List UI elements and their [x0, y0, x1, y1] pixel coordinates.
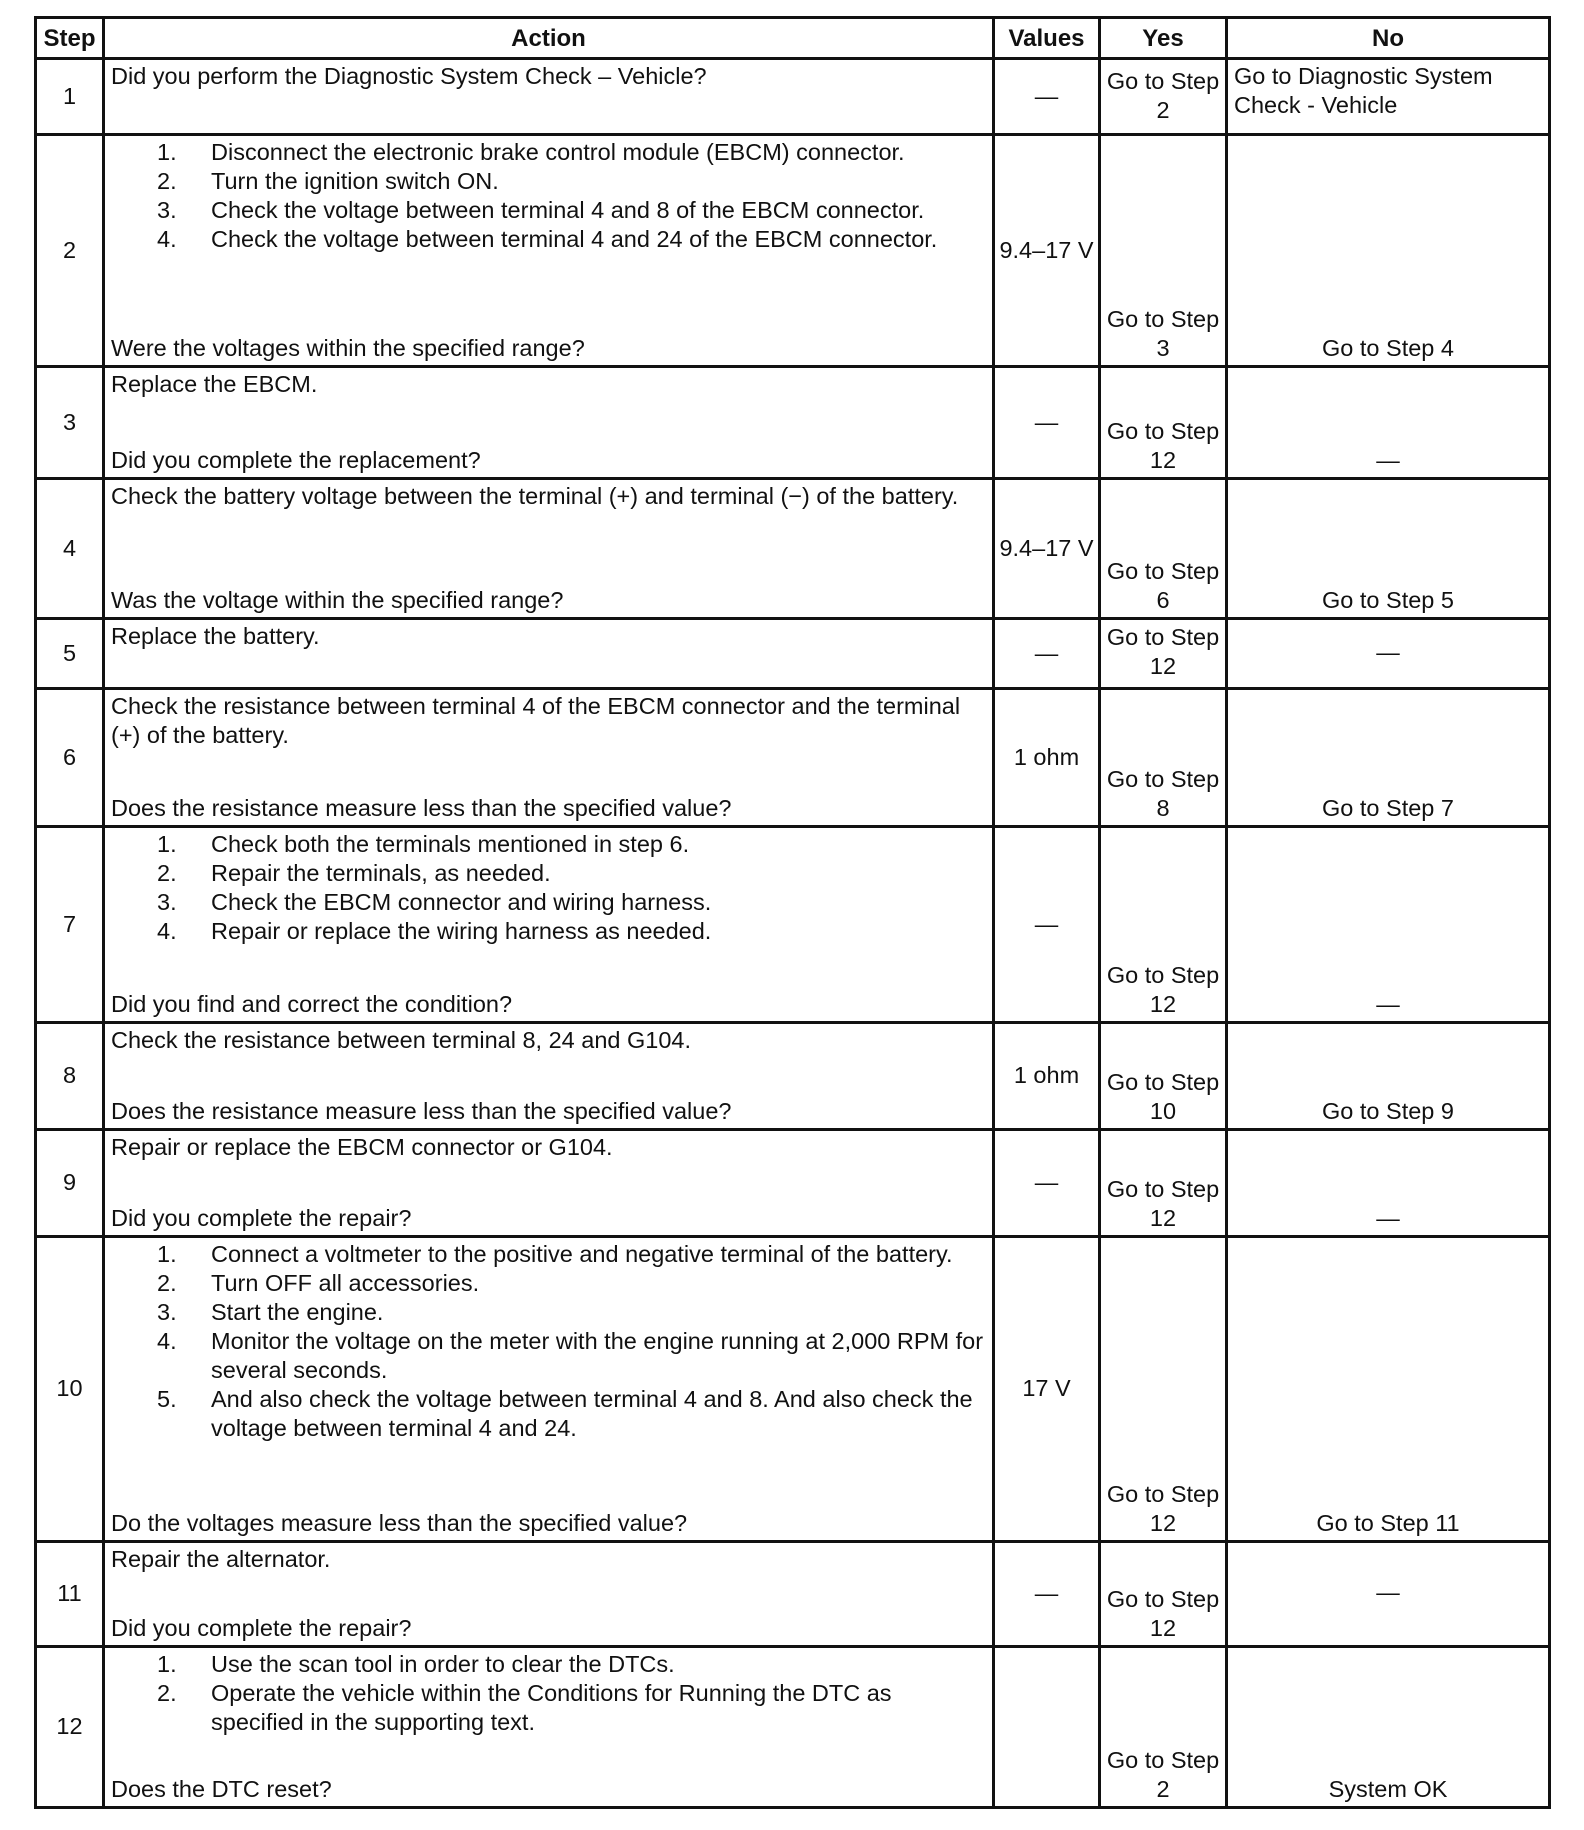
step-number: 10 — [36, 1236, 104, 1541]
action-step: Turn the ignition switch ON. — [211, 168, 499, 195]
action-cell — [104, 827, 994, 1023]
action-text: Check the battery voltage between the terminal (+) and terminal (−) of the battery. — [111, 482, 959, 509]
header-yes: Yes — [1100, 18, 1227, 59]
spec-value: 1 ohm — [994, 1022, 1100, 1129]
action-step: Repair or replace the wiring harness as needed. — [211, 918, 712, 944]
yes-action: Go to Step 2 — [1100, 1646, 1227, 1807]
no-action: — — [1227, 1130, 1550, 1237]
action-step: Repair the terminals, as needed. — [211, 860, 551, 886]
spec-value: 17 V — [994, 1236, 1100, 1541]
action-question: Did you complete the replacement? — [111, 446, 481, 473]
yes-action: Go to Step 12 — [1100, 618, 1227, 689]
step-number: 3 — [36, 366, 104, 478]
step-number: 1 — [36, 59, 104, 135]
action-step: Start the engine. — [211, 1298, 384, 1325]
action-question: Does the DTC reset? — [111, 1776, 332, 1802]
no-action: — — [1227, 618, 1550, 689]
action-cell — [104, 478, 994, 618]
table-row — [36, 689, 1550, 827]
action-cell — [104, 366, 994, 478]
spec-value: — — [994, 1541, 1100, 1646]
action-step: Check both the terminals mentioned in step 6. — [211, 831, 690, 857]
action-question: Does the resistance measure less than the specified value? — [111, 795, 732, 821]
action-cell — [104, 1646, 994, 1807]
table-row — [36, 618, 1550, 689]
table-row — [36, 478, 1550, 618]
action-question: Did you complete the repair? — [111, 1614, 412, 1641]
step-number: 4 — [36, 478, 104, 618]
diagnostic-table — [34, 16, 1551, 1809]
table-row — [36, 59, 1550, 135]
table-row — [36, 1646, 1550, 1807]
action-step: Turn OFF all accessories. — [211, 1269, 480, 1296]
no-action: — — [1227, 366, 1550, 478]
action-cell — [104, 59, 994, 135]
action-step: Connect a voltmeter to the positive and negative terminal of the battery. — [211, 1240, 953, 1267]
step-number: 6 — [36, 689, 104, 827]
action-text: Repair or replace the EBCM connector or G104. — [111, 1134, 613, 1161]
no-action: — — [1227, 1541, 1550, 1646]
no-action: Go to Step 5 — [1227, 478, 1550, 618]
step-number: 2 — [36, 135, 104, 367]
action-question: Did you find and correct the condition? — [111, 990, 513, 1017]
no-action: Go to Step 11 — [1227, 1236, 1550, 1541]
step-number: 8 — [36, 1022, 104, 1129]
action-cell — [104, 618, 994, 689]
action-text: Check the resistance between terminal 4 of the EBCM connector and the terminal (+) of the battery. — [111, 693, 961, 749]
table-row — [36, 1236, 1550, 1541]
step-number: 12 — [36, 1646, 104, 1807]
step-number: 7 — [36, 827, 104, 1023]
action-step: Use the scan tool in order to clear the DTCs. — [211, 1650, 675, 1677]
action-step: Operate the vehicle within the Conditions for Running the DTC as specified in the supporting text. — [211, 1679, 892, 1735]
action-text: Replace the battery. — [111, 622, 320, 649]
action-steps-list — [111, 1650, 988, 1737]
action-steps-list — [111, 1240, 988, 1443]
action-question: Does the resistance measure less than the specified value? — [111, 1098, 732, 1125]
action-step: And also check the voltage between terminal 4 and 8. And also check the voltage between terminal 4 and 24. — [211, 1385, 973, 1441]
action-cell — [104, 1130, 994, 1237]
yes-action: Go to Step 12 — [1100, 1541, 1227, 1646]
action-step: Disconnect the electronic brake control module (EBCM) connector. — [211, 139, 905, 166]
table-row — [36, 1130, 1550, 1237]
spec-value: 9.4–17 V — [994, 135, 1100, 367]
action-text: Check the resistance between terminal 8, 24 and G104. — [111, 1026, 692, 1053]
action-step: Monitor the voltage on the meter with the engine running at 2,000 RPM for several seconds. — [211, 1327, 984, 1383]
action-text: Repair the alternator. — [111, 1545, 331, 1572]
table-row — [36, 366, 1550, 478]
no-action: Go to Step 9 — [1227, 1022, 1550, 1129]
action-step: Check the voltage between terminal 4 and 24 of the EBCM connector. — [211, 226, 938, 253]
spec-value: — — [994, 618, 1100, 689]
table-row — [36, 135, 1550, 367]
action-cell — [104, 135, 994, 367]
action-steps-list — [111, 138, 988, 254]
action-text: Replace the EBCM. — [111, 370, 318, 397]
step-number: 11 — [36, 1541, 104, 1646]
no-action: System OK — [1227, 1646, 1550, 1807]
no-action: Go to Step 4 — [1227, 135, 1550, 367]
action-question: Did you complete the repair? — [111, 1204, 412, 1231]
yes-action: Go to Step 12 — [1100, 827, 1227, 1023]
header-values: Values — [994, 18, 1100, 59]
table-row — [36, 827, 1550, 1023]
action-question: Were the voltages within the specified range? — [111, 334, 585, 361]
no-action: Go to Step 7 — [1227, 689, 1550, 827]
step-number: 9 — [36, 1130, 104, 1237]
action-cell — [104, 1541, 994, 1646]
action-cell — [104, 1022, 994, 1129]
action-step: Check the EBCM connector and wiring harness. — [211, 889, 712, 915]
yes-action: Go to Step 8 — [1100, 689, 1227, 827]
action-cell — [104, 1236, 994, 1541]
spec-value: 1 ohm — [994, 689, 1100, 827]
spec-value: — — [994, 366, 1100, 478]
yes-action: Go to Step 12 — [1100, 1130, 1227, 1237]
no-action: — — [1227, 827, 1550, 1023]
spec-value — [994, 1646, 1100, 1807]
header-no: No — [1227, 18, 1550, 59]
action-text: Did you perform the Diagnostic System Check – Vehicle? — [111, 63, 707, 89]
table-row — [36, 1541, 1550, 1646]
yes-action: Go to Step 12 — [1100, 366, 1227, 478]
yes-action: Go to Step 3 — [1100, 135, 1227, 367]
action-question: Do the voltages measure less than the specified value? — [111, 1509, 688, 1536]
yes-action: Go to Step 10 — [1100, 1022, 1227, 1129]
spec-value: 9.4–17 V — [994, 478, 1100, 618]
yes-action: Go to Step 12 — [1100, 1236, 1227, 1541]
table-row — [36, 1022, 1550, 1129]
header-action: Action — [104, 18, 994, 59]
header-step: Step — [36, 18, 104, 59]
action-cell — [104, 689, 994, 827]
spec-value: — — [994, 59, 1100, 135]
step-number: 5 — [36, 618, 104, 689]
no-action: Go to Diagnostic System Check - Vehicle — [1227, 59, 1550, 135]
yes-action: Go to Step 6 — [1100, 478, 1227, 618]
spec-value: — — [994, 827, 1100, 1023]
action-steps-list — [111, 830, 988, 946]
action-question: Was the voltage within the specified range? — [111, 586, 564, 613]
action-step: Check the voltage between terminal 4 and 8 of the EBCM connector. — [211, 197, 925, 224]
header-row — [36, 18, 1550, 59]
spec-value: — — [994, 1130, 1100, 1237]
yes-action: Go to Step 2 — [1100, 59, 1227, 135]
